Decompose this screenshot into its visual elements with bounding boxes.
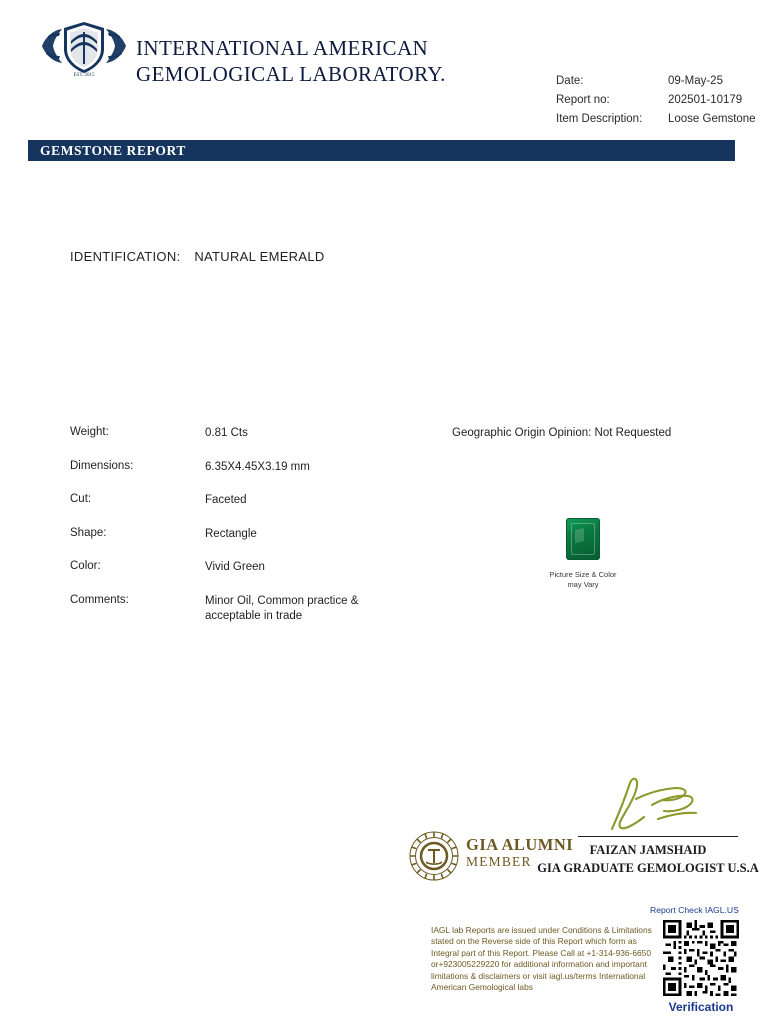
signer-title: GIA GRADUATE GEMOLOGIST U.S.A [537,861,759,875]
table-row [70,493,430,508]
identification-line [70,249,325,264]
meta-label-item-description: Item Description: [556,113,643,125]
table-row [70,460,430,475]
table-row [70,594,430,624]
verification-label[interactable]: Verification [668,1000,734,1014]
table-row [70,527,430,542]
lab-name [136,36,446,87]
meta-label-date: Date: [556,75,584,87]
signature-rule [578,836,738,837]
gemstone-caption-line2: may Vary [567,580,599,589]
gemstone-image-block [530,518,636,590]
emerald-gemstone-image [566,518,600,560]
meta-value-date: 09-May-25 [668,75,723,87]
report-meta [556,72,756,129]
signer-name: FAIZAN JAMSHAID [589,843,707,857]
property-value-comments: Minor Oil, Common practice & acceptable in trade [205,594,359,622]
table-row [70,560,430,575]
geographic-origin-opinion: Geographic Origin Opinion: Not Requested [452,427,672,439]
identification-label: IDENTIFICATION: [70,249,181,264]
verification-qr-code[interactable] [663,920,739,996]
gia-alumni-line1: GIA ALUMNI [466,835,574,854]
lab-name-line2: GEMOLOGICAL LABORATORY. [136,61,446,86]
iagl-crest-logo [40,16,128,78]
gia-alumni-text [466,836,573,870]
properties-table [70,426,430,642]
gemstone-image-caption [530,570,636,590]
property-label-weight: Weight: [70,426,109,438]
meta-row-report-no [556,91,756,110]
property-label-color: Color: [70,560,101,572]
property-label-comments: Comments: [70,593,129,606]
meta-row-item-description [556,110,756,129]
property-value-dimensions: 6.35X4.45X3.19 mm [205,460,310,473]
meta-value-item-description: Loose Gemstone [668,113,756,125]
property-value-color: Vivid Green [205,561,265,573]
gia-alumni-seal-icon [408,830,460,882]
gemstone-caption-line1: Picture Size & Color [549,570,617,579]
report-check-link[interactable]: Report Check IAGL.US [650,905,739,915]
property-label-dimensions: Dimensions: [70,459,134,472]
report-header [0,8,763,128]
meta-label-report-no: Report no: [556,94,610,106]
property-label-shape: Shape: [70,526,107,539]
lab-name-line1: INTERNATIONAL AMERICAN [136,36,429,60]
gemstone-report-title: GEMSTONE REPORT [40,143,186,158]
footer-disclaimer: IAGL lab Reports are issued under Conditions & Limitations stated on the Reverse side of this Report which form as Integral part of this Report. Please Call at +1-314-936-6650 or+923005229220 for additional information and important limitations & disclaimers or visit iagl.us/terms International American Gemological labs [431,925,652,993]
meta-value-report-no: 202501-10179 [668,94,743,106]
identification-value: NATURAL EMERALD [194,249,325,264]
property-value-shape: Rectangle [205,527,257,540]
property-value-cut: Faceted [205,494,247,506]
table-row [70,426,430,441]
property-label-cut: Cut: [70,493,92,505]
crest-est-label: EST. 2015 [73,73,95,78]
gia-alumni-line2: MEMBER [466,854,532,869]
gemstone-report-title-bar [28,140,735,161]
meta-row-date [556,72,756,91]
property-value-weight: 0.81 Cts [205,427,248,439]
handwritten-signature [596,775,716,835]
